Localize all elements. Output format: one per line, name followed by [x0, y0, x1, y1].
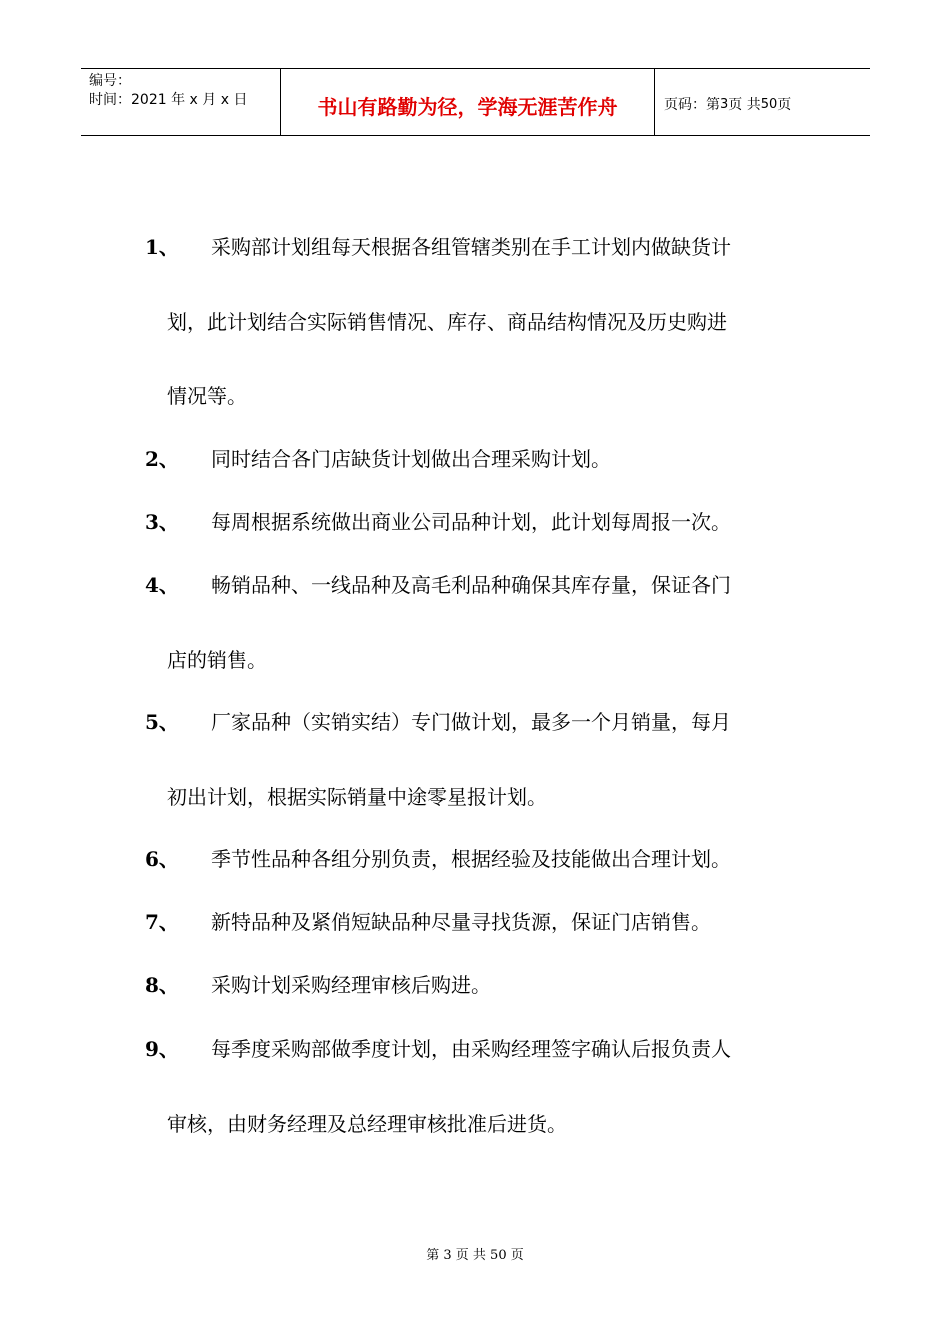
page-end-label: 页 [777, 97, 792, 113]
page-header [81, 68, 870, 136]
list-item-continuation: 情况等。 [167, 384, 247, 408]
document-number-label: 编号： [89, 73, 131, 89]
list-item-text: 每周根据系统做出商业公司品种计划，此计划每周报一次。 [211, 510, 731, 534]
list-item-text: 采购计划采购经理审核后购进。 [211, 973, 491, 997]
list-item-number: 3、 [145, 510, 179, 534]
header-meta-cell [81, 69, 281, 135]
list-item-number: 5、 [145, 710, 179, 734]
page-current: 3 [720, 96, 729, 112]
page-total: 50 [760, 96, 778, 112]
list-item-continuation: 初出计划，根据实际销量中途零星报计划。 [167, 785, 547, 809]
list-item-text: 季节性品种各组分别负责，根据经验及技能做出合理计划。 [211, 847, 731, 871]
list-item-text: 厂家品种（实销实结）专门做计划，最多一个月销量，每月 [211, 710, 731, 734]
list-item-number: 7、 [145, 910, 179, 934]
list-item-number: 4、 [145, 573, 179, 597]
list-item-text: 采购部计划组每天根据各组管辖类别在手工计划内做缺货计 [211, 235, 731, 259]
header-motto: 书山有路勤为径，学海无涯苦作舟 [317, 94, 618, 119]
list-item-number: 9、 [145, 1037, 179, 1061]
page-footer: 第 3 页 共 50 页 [426, 1248, 524, 1263]
list-item-number: 2、 [145, 447, 179, 471]
list-item-continuation: 审核，由财务经理及总经理审核批准后进货。 [167, 1112, 567, 1136]
list-item-text: 每季度采购部做季度计划，由采购经理签字确认后报负责人 [211, 1037, 731, 1061]
list-item-continuation: 店的销售。 [167, 648, 267, 672]
page-mid-label: 页 共 [728, 97, 761, 113]
list-item-number: 1、 [145, 235, 179, 259]
header-page-cell [655, 69, 870, 135]
list-item-number: 8、 [145, 973, 179, 997]
document-time-label: 时间：2021 年 x 月 x 日 [89, 92, 248, 108]
page-label: 页码：第 [664, 97, 720, 113]
header-motto-cell [281, 69, 655, 135]
list-item-continuation: 划，此计划结合实际销售情况、库存、商品结构情况及历史购进 [167, 310, 727, 334]
list-item-text: 新特品种及紧俏短缺品种尽量寻找货源，保证门店销售。 [211, 910, 711, 934]
list-item-text: 畅销品种、一线品种及高毛利品种确保其库存量，保证各门 [211, 573, 731, 597]
list-item-number: 6、 [145, 847, 179, 871]
list-item-text: 同时结合各门店缺货计划做出合理采购计划。 [211, 447, 611, 471]
